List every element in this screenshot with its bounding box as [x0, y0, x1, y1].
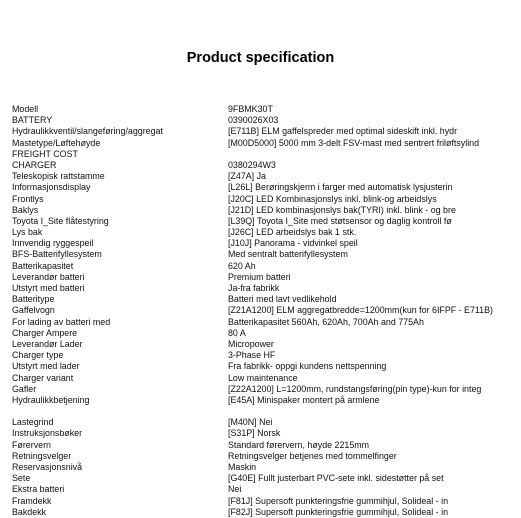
- spec-label: Baklys: [12, 204, 39, 215]
- spec-row: [12, 205, 512, 216]
- spec-label: Leverandør batteri: [12, 271, 85, 282]
- spec-label: Charger type: [12, 350, 64, 361]
- spec-row: [12, 350, 512, 361]
- spec-row: [12, 283, 512, 294]
- spec-row: [12, 417, 512, 428]
- spec-row: [12, 149, 512, 160]
- spec-label: Innvendig ryggespeil: [12, 238, 94, 249]
- spec-row: [12, 428, 512, 439]
- spec-label: Mastetype/Løftehøyde: [12, 137, 101, 148]
- spec-label: For lading av batteri med: [12, 316, 111, 327]
- spec-row: [12, 496, 512, 507]
- spec-row: [12, 160, 512, 171]
- page-title: Product specification: [186, 50, 335, 66]
- spec-value: Fra fabrikk- oppgi kundens nettspenning: [228, 361, 387, 372]
- spec-value: Med sentralt batterifyllesystem: [228, 249, 348, 260]
- spec-value: Premium batteri: [228, 271, 291, 282]
- spec-label: Frontlys: [12, 193, 44, 204]
- spec-value: Maskin: [228, 462, 257, 472]
- spec-label: Lastegrind: [12, 417, 54, 428]
- spec-row: [12, 238, 512, 249]
- spec-label: Leverandør Lader: [12, 338, 83, 349]
- spec-value: Ja-fra fabrikk: [228, 283, 280, 293]
- spec-row: [12, 373, 512, 384]
- spec-label: Bakdekk: [12, 506, 47, 517]
- spec-value: Nei: [228, 484, 242, 495]
- spec-value: [Z47A] Ja: [228, 171, 266, 182]
- spec-value: [J20C] LED Kombinasjonslys inkl. blink-og arbeidslys: [228, 193, 437, 204]
- spec-row: [12, 361, 512, 372]
- spec-value: [F81J] Supersoft punkteringsfrie gummihjul, Solideal - in: [228, 495, 449, 506]
- spec-value: 3-Phase HF: [228, 350, 276, 361]
- spec-value: 9FBMK30T: [228, 104, 273, 114]
- spec-label: Ekstra batteri: [12, 484, 65, 495]
- spec-row: [12, 216, 512, 227]
- spec-row: [12, 182, 512, 193]
- spec-row: [12, 507, 512, 518]
- group-separator: [12, 406, 512, 417]
- spec-row: [12, 484, 512, 495]
- spec-value: [Z21A1200] ELM aggregatbredde=1200mm(kun for 6IFPF - E711B): [228, 305, 493, 316]
- spec-value: [M40N] Nei: [228, 417, 273, 428]
- spec-value: 620 Ah: [228, 260, 256, 271]
- spec-value: 80 A: [228, 327, 246, 338]
- spec-label: Hydraulikkventil/slangeføring/aggregat: [12, 126, 163, 137]
- spec-value: Low maintenance: [228, 372, 298, 383]
- spec-label: BFS-Batterifyllesystem: [12, 249, 102, 260]
- spec-row: [12, 227, 512, 238]
- spec-label: Sete: [12, 473, 31, 484]
- spec-value: [L39Q] Toyota I_Site med støtsensor og daglig kontroll fø: [228, 215, 452, 226]
- spec-row: [12, 339, 512, 350]
- spec-row: [12, 115, 512, 126]
- spec-value: [L26L] Berøringskjerm i farger med automatisk lysjusterin: [228, 182, 453, 193]
- spec-label: Førervern: [12, 439, 51, 450]
- spec-label: Teleskopisk rattstamme: [12, 171, 105, 182]
- spec-row: [12, 440, 512, 451]
- spec-label: Informasjonsdisplay: [12, 182, 91, 193]
- spec-label: Toyota I_Site flåtestyring: [12, 215, 109, 226]
- spec-row: [12, 194, 512, 205]
- spec-label: Reservasjonsnivå: [12, 462, 83, 472]
- spec-label: Lys bak: [12, 227, 43, 238]
- spec-value: [Z22A1200] L=1200mm, rundstangsføring(pin type)-kun for integ: [228, 383, 482, 394]
- spec-row: [12, 126, 512, 137]
- spec-row: [12, 395, 512, 406]
- spec-label: Instruksjonsbøker: [12, 428, 83, 439]
- spec-label: FREIGHT COST: [12, 148, 78, 159]
- spec-value: Batteri med lavt vedlikehold: [228, 294, 337, 305]
- spec-row: [12, 328, 512, 339]
- spec-value: Retningsvelger betjenes med tommelfinger: [228, 450, 397, 461]
- spec-label: Utstyrt med lader: [12, 361, 80, 372]
- spec-row: [12, 305, 512, 316]
- spec-row: [12, 138, 512, 149]
- spec-row: [12, 462, 512, 473]
- spec-row: [12, 104, 512, 115]
- specification-list: [12, 104, 512, 518]
- spec-label: Gaffelvogn: [12, 305, 55, 316]
- spec-row: [12, 317, 512, 328]
- spec-label: Modell: [12, 104, 39, 114]
- spec-value: [J10J] Panorama - vidvinkel speil: [228, 238, 358, 249]
- spec-label: Retningsvelger: [12, 450, 72, 461]
- spec-row: [12, 249, 512, 260]
- spec-row: [12, 171, 512, 182]
- spec-row: [12, 473, 512, 484]
- spec-label: BATTERY: [12, 115, 53, 126]
- spec-label: Hydraulikkbetjening: [12, 394, 90, 405]
- spec-value: Standard førervern, høyde 2215mm: [228, 439, 370, 450]
- spec-label: Charger Ampere: [12, 327, 78, 338]
- spec-label: CHARGER: [12, 159, 57, 170]
- spec-label: Batteritype: [12, 294, 55, 305]
- spec-value: [J21D] LED kombinasjonslys bak(TYRI) inkl. blink - og bre: [228, 204, 456, 215]
- spec-row: [12, 384, 512, 395]
- spec-label: Charger variant: [12, 372, 74, 383]
- spec-value: [G40E] Fullt justerbart PVC-sete inkl. sidestøtter på set: [228, 473, 444, 484]
- spec-row: [12, 294, 512, 305]
- spec-value: [228, 149, 512, 160]
- spec-value: [F82J] Supersoft punkteringsfrie gummihjul, Solideal - in: [228, 506, 449, 517]
- spec-value: [S31P] Norsk: [228, 428, 281, 439]
- spec-value: [E711B] ELM gaffelspreder med optimal sideskift inkl. hydr: [228, 126, 458, 137]
- spec-row: [12, 272, 512, 283]
- spec-label: Framdekk: [12, 495, 52, 506]
- spec-value: [J26C] LED arbeidslys bak 1 stk.: [228, 227, 357, 238]
- spec-value: 0380294W3: [228, 159, 276, 170]
- spec-value: [M00D5000] 5000 mm 3-delt FSV-mast med sentrert friløftsylind: [228, 137, 480, 148]
- spec-value: [E45A] Minispaker montert på armlene: [228, 394, 380, 405]
- spec-value: Batterikapasitet 560Ah, 620Ah, 700Ah and 775Ah: [228, 316, 424, 327]
- spec-label: Batterikapasitet: [12, 260, 74, 271]
- spec-row: [12, 261, 512, 272]
- spec-label: Gafler: [12, 383, 37, 394]
- spec-row: [12, 451, 512, 462]
- spec-value: Micropower: [228, 338, 274, 349]
- spec-label: Utstyrt med batteri: [12, 283, 85, 293]
- spec-value: 0390026X03: [228, 115, 279, 126]
